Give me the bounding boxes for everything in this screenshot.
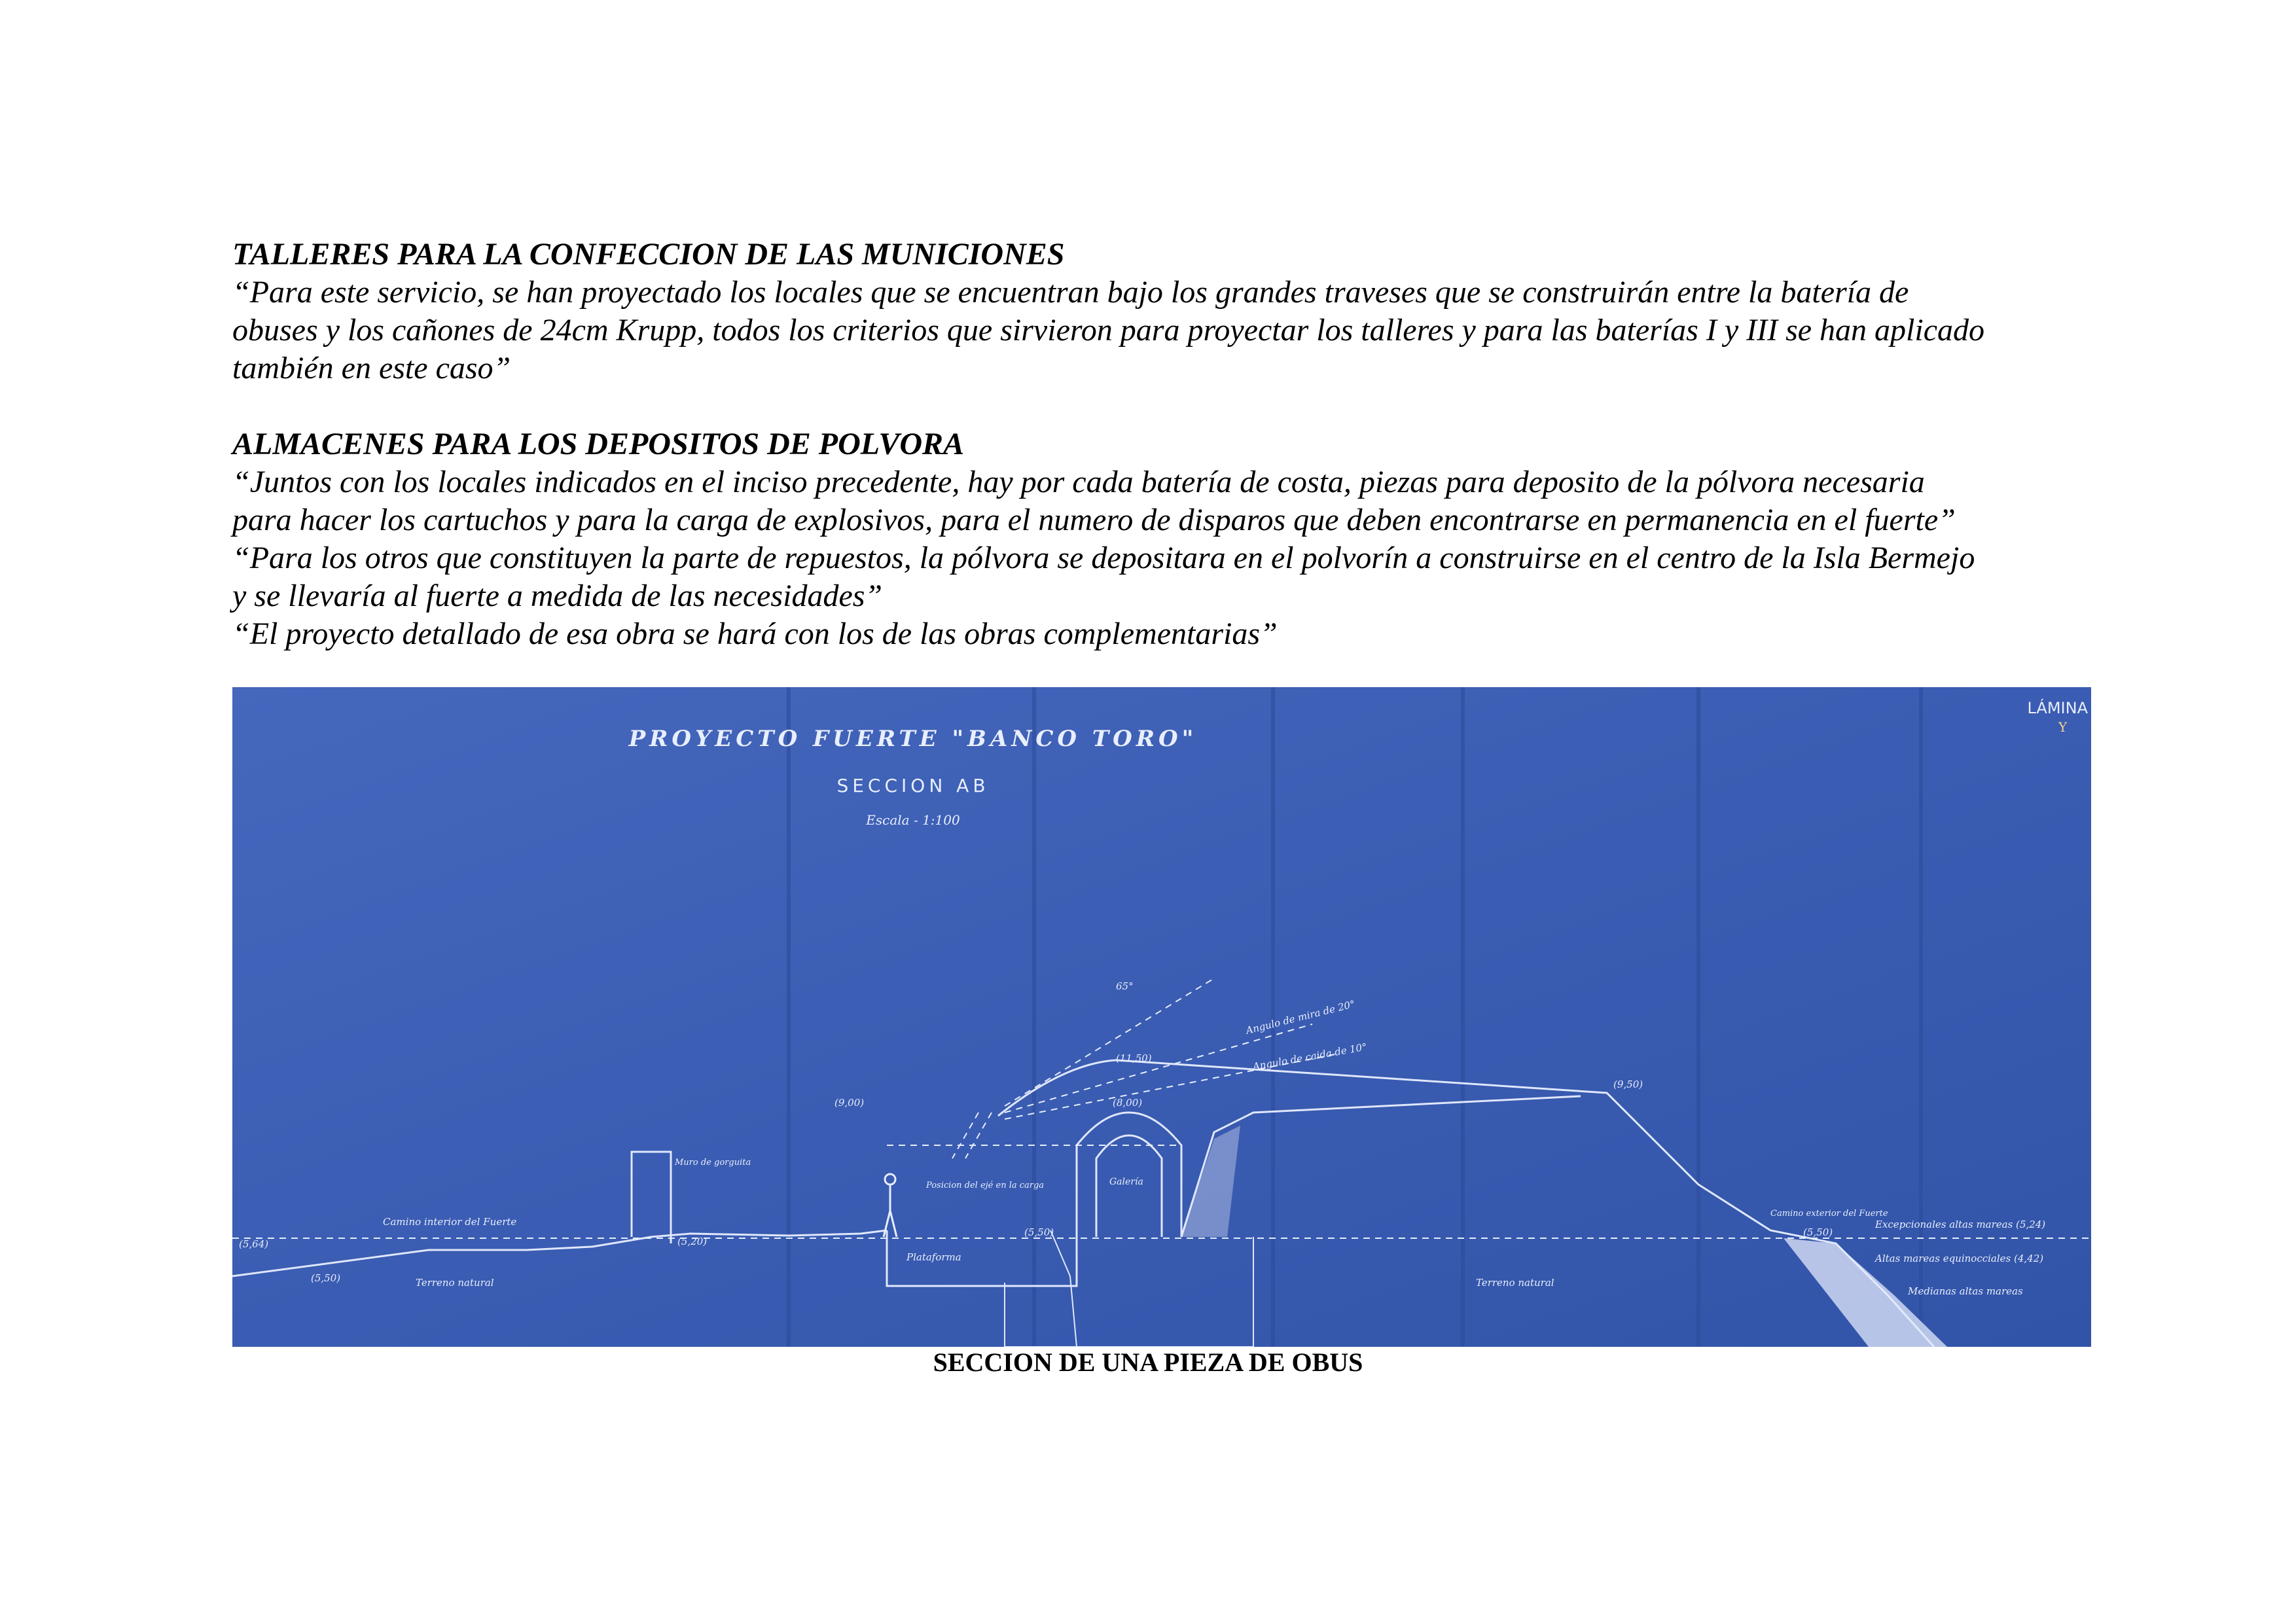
label-galeria: Galería — [1109, 1177, 1143, 1187]
label-terreno-2: Terreno natural — [1476, 1277, 1554, 1289]
blueprint-svg — [232, 687, 2091, 1347]
label-posicion: Posicion del ejé en la carga — [926, 1181, 1045, 1190]
paragraph-line: “El proyecto detallado de esa obra se hará con los de las obras complementarias” — [232, 616, 1278, 651]
label-angle-65: 65° — [1116, 980, 1134, 992]
blueprint-section: SECCION AB — [836, 775, 990, 796]
label-camino-exterior: Camino exterior del Fuerte — [1770, 1209, 1888, 1219]
label-angle-20: Angulo de mira de 20° — [1244, 997, 1357, 1037]
document-text — [232, 236, 2104, 653]
paragraph-line: y se llevaría al fuerte a medida de las necesidades” — [232, 579, 883, 613]
paragraph-line: “Para los otros que constituyen la parte de repuestos, la pólvora se depositara en el polvorín a construirse en el centro de la Isla Bermejo — [232, 541, 1975, 575]
label-level-8: (5,50) — [311, 1272, 341, 1284]
blueprint-drawing — [232, 687, 2091, 1347]
label-muro: Muro de gorguita — [675, 1158, 751, 1168]
blueprint-sheet-label: LÁMINA — [2027, 699, 2088, 717]
paragraph-gap — [232, 387, 2104, 425]
label-level-7: (5,64) — [239, 1238, 269, 1250]
blueprint-scale: Escala - 1:100 — [866, 812, 960, 828]
paragraph-line: “Para este servicio, se han proyectado los locales que se encuentran bajo los grandes traveses que se construirán entre la batería de — [232, 275, 1909, 310]
paragraph-line: obuses y los cañones de 24cm Krupp, todos los criterios que sirvieron para proyectar los talleres y para las baterías I y III se han aplicado — [232, 313, 1985, 348]
label-plataforma: Plataforma — [906, 1251, 961, 1263]
paragraph-line: para hacer los cartuchos y para la carga de explosivos, para el numero de disparos que deben encontrarse en permanencia en el fuerte” — [232, 503, 1956, 537]
label-level-3: (8,00) — [1113, 1097, 1143, 1109]
label-level-2: (9,50) — [1613, 1079, 1643, 1090]
label-level-4: (9,00) — [834, 1097, 865, 1109]
label-level-1: (11,50) — [1116, 1052, 1152, 1064]
blueprint-title: PROYECTO FUERTE "BANCO TORO" — [628, 726, 1198, 752]
label-terreno-1: Terreno natural — [416, 1277, 494, 1289]
section-title-talleres: TALLERES PARA LA CONFECCION DE LAS MUNICIONES — [232, 237, 1065, 272]
section-title-almacenes: ALMACENES PARA LOS DEPOSITOS DE POLVORA — [232, 427, 965, 461]
paragraph-line: también en este caso” — [232, 351, 511, 385]
label-angle-10: Angulo de caida de 10° — [1251, 1041, 1368, 1073]
label-marea-1: Excepcionales altas mareas (5,24) — [1875, 1219, 2046, 1230]
label-level-6: (5,20) — [677, 1236, 708, 1247]
paragraph-line: “Juntos con los locales indicados en el inciso precedente, hay por cada batería de costa, piezas para deposito de la pólvora necesaria — [232, 465, 1925, 499]
label-marea-3: Medianas altas mareas — [1908, 1285, 2023, 1297]
figure-caption: SECCION DE UNA PIEZA DE OBUS — [933, 1347, 1363, 1377]
label-camino-interior: Camino interior del Fuerte — [383, 1216, 517, 1228]
label-level-9: (5,50) — [1803, 1226, 1833, 1238]
label-marea-2: Altas mareas equinocciales (4,42) — [1875, 1253, 2044, 1264]
blueprint-sheet-number: Y — [2058, 719, 2068, 735]
label-level-5: (5,50) — [1024, 1226, 1054, 1238]
